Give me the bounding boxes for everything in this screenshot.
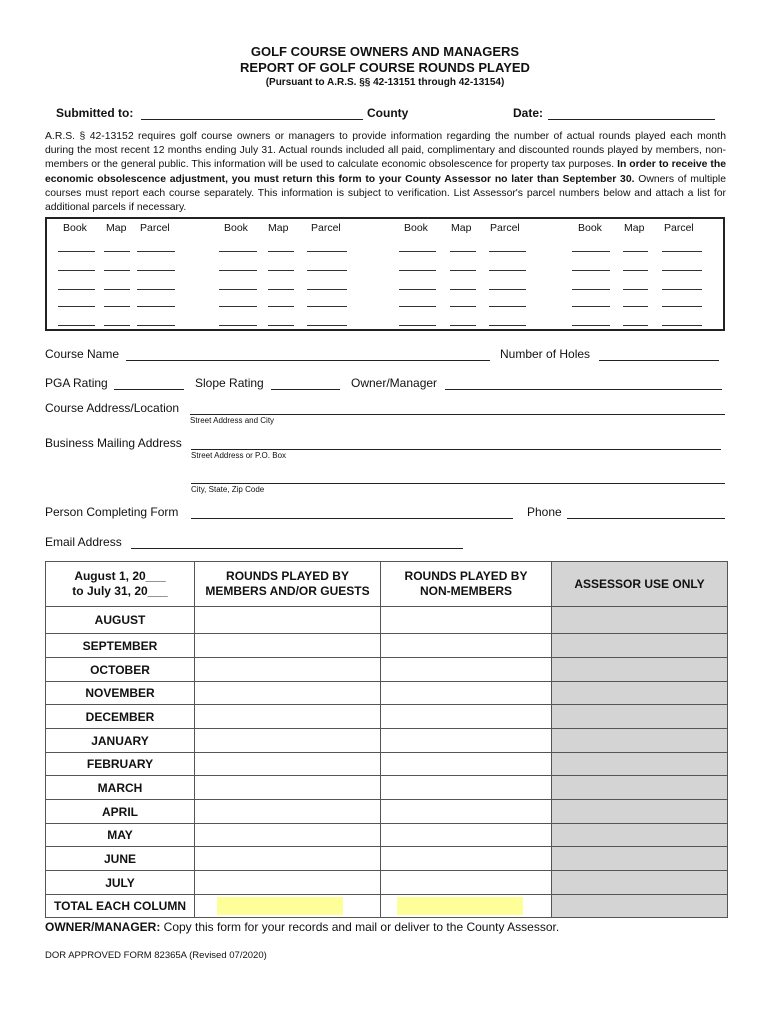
owner-manager-label: Owner/Manager xyxy=(351,376,438,390)
period-line-2: to July 31, 20___ xyxy=(72,584,168,598)
non-members-header xyxy=(381,562,552,607)
form-identifier: DOR APPROVED FORM 82365A (Revised 07/2020) xyxy=(45,950,267,961)
non-members-rounds-cell[interactable] xyxy=(381,776,552,800)
period-line-1: August 1, 20___ xyxy=(74,569,166,583)
parcel-entry-line[interactable] xyxy=(623,289,648,290)
course-address-label: Course Address/Location xyxy=(45,401,180,415)
parcel-entry-line[interactable] xyxy=(137,325,175,326)
month-label: OCTOBER xyxy=(46,658,195,682)
non-members-total-cell[interactable] xyxy=(381,895,552,918)
month-row xyxy=(46,682,728,705)
parcel-book-header: Book xyxy=(63,222,87,234)
parcel-entry-line[interactable] xyxy=(399,306,436,307)
parcel-entry-line[interactable] xyxy=(399,270,436,271)
non-members-header-line-2: NON-MEMBERS xyxy=(420,584,512,598)
assessor-use-cell xyxy=(552,682,728,705)
assessor-total-cell xyxy=(552,895,728,918)
parcel-entry-line[interactable] xyxy=(450,289,476,290)
parcel-book-header: Book xyxy=(404,222,428,234)
parcel-entry-line[interactable] xyxy=(58,325,95,326)
slope-rating-label: Slope Rating xyxy=(195,376,264,390)
parcel-entry-line[interactable] xyxy=(268,306,294,307)
parcel-entry-line[interactable] xyxy=(219,270,257,271)
parcel-entry-line[interactable] xyxy=(399,289,436,290)
parcel-entry-line[interactable] xyxy=(399,251,436,252)
members-rounds-cell[interactable] xyxy=(195,824,381,847)
parcel-entry-line[interactable] xyxy=(572,325,610,326)
assessor-use-cell xyxy=(552,847,728,871)
parcel-entry-line[interactable] xyxy=(450,251,476,252)
parcel-map-header: Map xyxy=(268,222,289,234)
parcel-entry-line[interactable] xyxy=(450,306,476,307)
parcel-entry-line[interactable] xyxy=(489,325,526,326)
slope-rating-input[interactable] xyxy=(271,389,340,390)
table-header-row xyxy=(46,562,728,607)
parcel-entry-line[interactable] xyxy=(489,289,526,290)
month-row xyxy=(46,776,728,800)
parcel-entry-line[interactable] xyxy=(662,289,702,290)
form-title: GOLF COURSE OWNERS AND MANAGERS xyxy=(250,44,520,59)
parcel-entry-line[interactable] xyxy=(104,289,130,290)
parcel-entry-line[interactable] xyxy=(104,251,130,252)
parcel-entry-line[interactable] xyxy=(307,325,347,326)
owner-manager-note-label: OWNER/MANAGER: xyxy=(45,920,161,934)
non-members-rounds-cell[interactable] xyxy=(381,682,552,705)
non-members-header-line-1: ROUNDS PLAYED BY xyxy=(404,569,528,583)
parcel-entry-line[interactable] xyxy=(307,270,347,271)
parcel-entry-line[interactable] xyxy=(307,306,347,307)
month-row xyxy=(46,824,728,847)
members-rounds-cell[interactable] xyxy=(195,800,381,824)
members-rounds-cell[interactable] xyxy=(195,634,381,658)
city-state-zip-input[interactable] xyxy=(191,483,725,484)
parcel-entry-line[interactable] xyxy=(450,270,476,271)
parcel-entry-line[interactable] xyxy=(137,306,175,307)
month-label: SEPTEMBER xyxy=(46,634,195,658)
month-label: MAY xyxy=(46,824,195,847)
members-rounds-cell[interactable] xyxy=(195,705,381,729)
members-rounds-cell[interactable] xyxy=(195,871,381,895)
non-members-rounds-cell[interactable] xyxy=(381,871,552,895)
date-input[interactable] xyxy=(548,119,715,120)
month-label: JUNE xyxy=(46,847,195,871)
assessor-use-cell xyxy=(552,776,728,800)
month-row xyxy=(46,871,728,895)
parcel-entry-line[interactable] xyxy=(268,251,294,252)
assessor-use-cell xyxy=(552,753,728,776)
month-row xyxy=(46,658,728,682)
members-total-cell[interactable] xyxy=(195,895,381,918)
email-label: Email Address xyxy=(45,535,122,549)
parcel-entry-line[interactable] xyxy=(137,251,175,252)
parcel-entry-line[interactable] xyxy=(623,270,648,271)
non-members-rounds-cell[interactable] xyxy=(381,847,552,871)
members-header-line-1: ROUNDS PLAYED BY xyxy=(226,569,349,583)
email-input[interactable] xyxy=(131,548,463,549)
members-header-line-2: MEMBERS AND/OR GUESTS xyxy=(205,584,370,598)
parcel-entry-line[interactable] xyxy=(137,289,175,290)
parcel-entry-line[interactable] xyxy=(104,270,130,271)
month-row xyxy=(46,705,728,729)
holes-label: Number of Holes xyxy=(500,347,591,361)
instructions-paragraph xyxy=(45,130,726,215)
month-label: MARCH xyxy=(46,776,195,800)
form-subtitle: REPORT OF GOLF COURSE ROUNDS PLAYED xyxy=(240,60,530,75)
parcel-entry-line[interactable] xyxy=(307,251,347,252)
parcel-entry-line[interactable] xyxy=(572,251,610,252)
parcel-entry-line[interactable] xyxy=(623,306,648,307)
assessor-use-cell xyxy=(552,800,728,824)
course-name-input[interactable] xyxy=(126,360,490,361)
members-rounds-cell[interactable] xyxy=(195,776,381,800)
pga-rating-label: PGA Rating xyxy=(45,376,108,390)
parcel-entry-line[interactable] xyxy=(623,251,648,252)
non-members-rounds-cell[interactable] xyxy=(381,824,552,847)
parcel-entry-line[interactable] xyxy=(58,270,95,271)
parcel-entry-line[interactable] xyxy=(58,251,95,252)
members-rounds-cell[interactable] xyxy=(195,847,381,871)
assessor-use-cell xyxy=(552,634,728,658)
parcel-entry-line[interactable] xyxy=(58,306,95,307)
course-name-label: Course Name xyxy=(45,347,120,361)
non-members-rounds-cell[interactable] xyxy=(381,607,552,634)
county-input[interactable] xyxy=(141,119,363,120)
owner-manager-note-text: Copy this form for your records and mail or deliver to the County Assessor. xyxy=(160,920,560,934)
non-members-total-highlight[interactable] xyxy=(397,897,523,915)
parcel-entry-line[interactable] xyxy=(219,325,257,326)
parcel-entry-line[interactable] xyxy=(137,270,175,271)
month-row xyxy=(46,607,728,634)
non-members-rounds-cell[interactable] xyxy=(381,729,552,753)
person-completing-label: Person Completing Form xyxy=(45,505,179,519)
assessor-use-cell xyxy=(552,729,728,753)
deadline-notice: In order to receive the economic obsolescence adjustment, you must return this form to your County Assessor no later than September 30. xyxy=(45,159,727,185)
month-label: APRIL xyxy=(46,800,195,824)
assessor-use-cell xyxy=(552,658,728,682)
members-rounds-cell[interactable] xyxy=(195,729,381,753)
parcel-entry-line[interactable] xyxy=(489,306,526,307)
mailing-address-hint: Street Address or P.O. Box xyxy=(191,451,287,460)
total-label: TOTAL EACH COLUMN xyxy=(46,895,195,918)
assessor-use-cell xyxy=(552,871,728,895)
assessor-use-header: ASSESSOR USE ONLY xyxy=(552,562,728,607)
members-total-highlight[interactable] xyxy=(217,897,343,915)
parcel-parcel-header: Parcel xyxy=(140,222,170,234)
owner-manager-input[interactable] xyxy=(445,389,722,390)
person-completing-input[interactable] xyxy=(191,518,513,519)
city-state-zip-hint: City, State, Zip Code xyxy=(191,485,265,494)
assessor-use-cell xyxy=(552,824,728,847)
month-label: JANUARY xyxy=(46,729,195,753)
county-label: County xyxy=(367,106,409,120)
parcel-entry-line[interactable] xyxy=(450,325,476,326)
mailing-address-label: Business Mailing Address xyxy=(45,436,182,450)
parcel-entry-line[interactable] xyxy=(572,306,610,307)
parcel-entry-line[interactable] xyxy=(268,325,294,326)
rounds-played-table xyxy=(45,561,728,918)
month-row xyxy=(46,753,728,776)
holes-input[interactable] xyxy=(599,360,719,361)
instructions-text-2: Owners of multiple courses must report each course separately. This information is subject to verification. List Assessor's parcel numbers below and attach a list for additional parcels if necessary. xyxy=(45,173,727,214)
period-header xyxy=(46,562,195,607)
parcel-book-header: Book xyxy=(578,222,602,234)
parcel-entry-line[interactable] xyxy=(219,306,257,307)
submitted-to-label: Submitted to: xyxy=(56,106,134,120)
parcel-parcel-header: Parcel xyxy=(311,222,341,234)
parcel-entry-line[interactable] xyxy=(58,289,95,290)
month-label: DECEMBER xyxy=(46,705,195,729)
parcel-entry-line[interactable] xyxy=(219,289,257,290)
month-label: AUGUST xyxy=(46,607,195,634)
parcel-entry-line[interactable] xyxy=(572,289,610,290)
statute-reference: (Pursuant to A.R.S. §§ 42-13151 through 42-13154) xyxy=(265,77,505,88)
phone-input[interactable] xyxy=(567,518,725,519)
date-label: Date: xyxy=(513,106,544,120)
month-label: JULY xyxy=(46,871,195,895)
assessor-use-cell xyxy=(552,607,728,634)
parcel-map-header: Map xyxy=(451,222,472,234)
course-address-input[interactable] xyxy=(190,414,725,415)
parcel-entry-line[interactable] xyxy=(623,325,648,326)
non-members-rounds-cell[interactable] xyxy=(381,753,552,776)
parcel-entry-line[interactable] xyxy=(489,251,526,252)
parcel-entry-line[interactable] xyxy=(572,270,610,271)
parcel-entry-line[interactable] xyxy=(268,270,294,271)
members-header xyxy=(195,562,381,607)
parcel-entry-line[interactable] xyxy=(489,270,526,271)
assessor-use-cell xyxy=(552,705,728,729)
parcel-map-header: Map xyxy=(106,222,127,234)
phone-label: Phone xyxy=(527,505,562,519)
parcel-entry-line[interactable] xyxy=(399,325,436,326)
non-members-rounds-cell[interactable] xyxy=(381,705,552,729)
parcel-entry-line[interactable] xyxy=(307,289,347,290)
members-rounds-cell[interactable] xyxy=(195,607,381,634)
non-members-rounds-cell[interactable] xyxy=(381,634,552,658)
pga-rating-input[interactable] xyxy=(114,389,184,390)
month-row xyxy=(46,634,728,658)
parcel-entry-line[interactable] xyxy=(662,270,702,271)
parcel-book-header: Book xyxy=(224,222,248,234)
parcel-entry-line[interactable] xyxy=(104,306,130,307)
parcel-numbers-box xyxy=(45,217,725,331)
parcel-entry-line[interactable] xyxy=(104,325,130,326)
parcel-map-header: Map xyxy=(624,222,645,234)
instructions-text-1: A.R.S. § 42-13152 requires golf course owners or managers to provide information regarding the number of actual rounds played each month during the most recent 12 months ending July 31. Actual rounds included all paid, complimentary and discounted rounds played by members, non-members or the general public. This information will be used to calculate economic obsolescence for property tax purposes. xyxy=(45,131,726,171)
month-label: NOVEMBER xyxy=(46,682,195,705)
members-rounds-cell[interactable] xyxy=(195,753,381,776)
parcel-entry-line[interactable] xyxy=(268,289,294,290)
parcel-entry-line[interactable] xyxy=(662,306,702,307)
owner-manager-note xyxy=(45,920,559,934)
members-rounds-cell[interactable] xyxy=(195,682,381,705)
members-rounds-cell[interactable] xyxy=(195,658,381,682)
parcel-entry-line[interactable] xyxy=(219,251,257,252)
parcel-entry-line[interactable] xyxy=(662,251,702,252)
course-address-hint: Street Address and City xyxy=(190,416,275,425)
month-row xyxy=(46,729,728,753)
parcel-parcel-header: Parcel xyxy=(490,222,520,234)
mailing-address-input[interactable] xyxy=(191,449,721,450)
month-row xyxy=(46,800,728,824)
parcel-parcel-header: Parcel xyxy=(664,222,694,234)
non-members-rounds-cell[interactable] xyxy=(381,800,552,824)
non-members-rounds-cell[interactable] xyxy=(381,658,552,682)
month-label: FEBRUARY xyxy=(46,753,195,776)
total-row xyxy=(46,895,728,918)
month-row xyxy=(46,847,728,871)
parcel-entry-line[interactable] xyxy=(662,325,702,326)
